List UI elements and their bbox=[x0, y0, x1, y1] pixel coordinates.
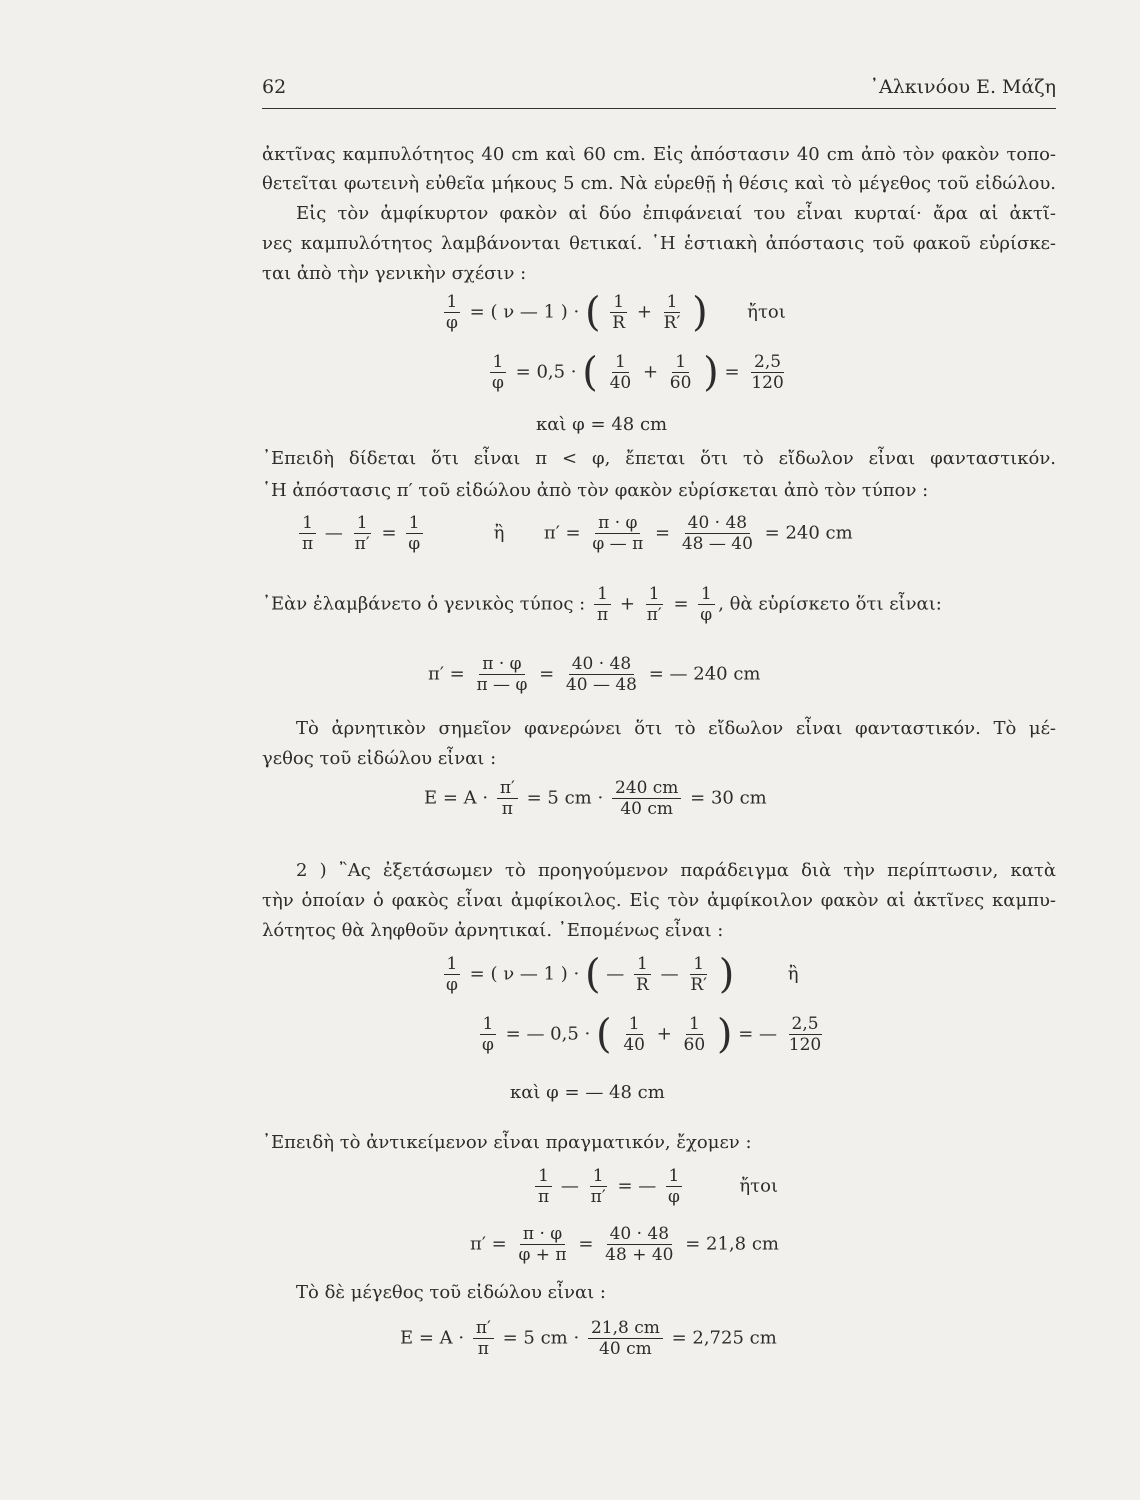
fraction: $\frac{1}{\varphi}$ bbox=[405, 513, 423, 554]
equation-result: καὶ φ = — 48 cm bbox=[510, 1082, 665, 1103]
page-header bbox=[262, 76, 1056, 106]
text-line: ται ἀπὸ τὴν γενικὴν σχέσιν : bbox=[262, 263, 527, 284]
equation-lensmaker-concave: $\frac{1}{\varphi}$ = ( ν — 1 ) · ( — $\frac{1}{R}$ — $\frac{1}{R'}$ ) ἢ bbox=[440, 954, 799, 995]
page-number: 62 bbox=[262, 76, 287, 98]
fraction: $\frac{40 \cdot 48}{48 — 40}$ bbox=[681, 513, 753, 554]
fraction: $\frac{1}{R'}$ bbox=[690, 954, 707, 995]
equation-image-distance: $\frac{1}{\pi}$ — $\frac{1}{\pi'}$ = $\frac{1}{\varphi}$ ἢ π′ = $\frac{\pi \cdot \varphi}{\varphi — \pi}$ = $\frac{40 \cdot 48}{48 — 40}$ = 240 cm bbox=[296, 513, 853, 554]
fraction: $\frac{1}{60}$ bbox=[669, 352, 692, 393]
text-line: τὴν ὁποίαν ὁ φακὸς εἶναι ἀμφίκοιλος. Εἰς τὸν ἀμφίκοιλον φακὸν αἱ ἀκτῖνες καμπυ- bbox=[262, 890, 1056, 911]
fraction: $\frac{1}{\pi'}$ bbox=[646, 584, 662, 625]
fraction: $\frac{1}{R'}$ bbox=[663, 292, 681, 333]
text-line: ῾Η ἀπόστασις π′ τοῦ εἰδώλου ἀπὸ τὸν φακὸν εὑρίσκεται ἀπὸ τὸν τύπον : bbox=[262, 480, 929, 501]
fraction: $\frac{1}{\varphi}$ bbox=[479, 1014, 497, 1055]
fraction: $\frac{1}{\pi}$ bbox=[299, 513, 316, 554]
fraction: $\frac{\pi \cdot \varphi}{\varphi — \pi}$ bbox=[592, 513, 644, 554]
fraction: $\frac{1}{60}$ bbox=[683, 1014, 706, 1055]
fraction: $\frac{1}{\varphi}$ bbox=[697, 584, 715, 625]
text-line-general-formula: ᾽Εὰν ἐλαμβάνετο ὁ γενικὸς τύπος : $\frac{1}{\pi}$ + $\frac{1}{\pi'}$ = $\frac{1}{\varphi}$ , θὰ εὑρίσκετο ὅτι εἶναι: bbox=[262, 584, 942, 625]
equation-focal-calc-concave: $\frac{1}{\varphi}$ = — 0,5 · ( $\frac{1}{40}$ + $\frac{1}{60}$ ) = — $\frac{2,5}{120}$ bbox=[476, 1014, 827, 1055]
fraction: $\frac{240 cm}{40 cm}$ bbox=[612, 778, 682, 819]
fraction: $\frac{1}{40}$ bbox=[623, 1014, 645, 1055]
text-line: 2 ) ῍Ας ἐξετάσωμεν τὸ προηγούμενον παράδειγμα διὰ τὴν περίπτωσιν, κατὰ bbox=[296, 860, 1056, 881]
text-line: νες καμπυλότητος λαμβάνονται θετικαί. ῾Η ἑστιακὴ ἀπόστασις τοῦ φακοῦ εὑρίσκε- bbox=[262, 233, 1056, 254]
equation-image-size-concave: E = A · $\frac{\pi'}{\pi}$ = 5 cm · $\frac{21,8 cm}{40 cm}$ = 2,725 cm bbox=[400, 1318, 777, 1359]
fraction: $\frac{2,5}{120}$ bbox=[788, 1014, 822, 1055]
equation-image-size: E = A · $\frac{\pi'}{\pi}$ = 5 cm · $\frac{240 cm}{40 cm}$ = 30 cm bbox=[424, 778, 767, 819]
text-line: ᾽Επειδὴ δίδεται ὅτι εἶναι π < φ, ἔπεται ὅτι τὸ εἴδωλον εἶναι φανταστικόν. bbox=[262, 448, 1056, 469]
fraction: $\frac{21,8 cm}{40 cm}$ bbox=[588, 1318, 663, 1359]
fraction: $\frac{40 \cdot 48}{40 — 48}$ bbox=[565, 654, 637, 695]
fraction: $\frac{1}{R}$ bbox=[609, 292, 628, 333]
equation-image-distance-value: π′ = $\frac{\pi \cdot \varphi}{\varphi + \pi}$ = $\frac{40 \cdot 48}{48 + 40}$ = 21,8 cm bbox=[470, 1224, 779, 1265]
fraction: $\frac{1}{\varphi}$ bbox=[443, 954, 461, 995]
text-line: Τὸ δὲ μέγεθος τοῦ εἰδώλου εἶναι : bbox=[296, 1282, 606, 1303]
running-head: ᾽Αλκινόου Ε. Μάζη bbox=[869, 76, 1056, 98]
fraction: $\frac{1}{\pi}$ bbox=[594, 584, 611, 625]
text-line: Εἰς τὸν ἀμφίκυρτον φακὸν αἱ δύο ἐπιφάνειαί του εἶναι κυρταί· ἄρα αἱ ἀκτῖ- bbox=[296, 203, 1056, 224]
fraction: $\frac{1}{\varphi}$ bbox=[665, 1166, 683, 1207]
fraction: $\frac{40 \cdot 48}{48 + 40}$ bbox=[605, 1224, 674, 1265]
fraction: $\frac{1}{R}$ bbox=[633, 954, 652, 995]
text-line: γεθος τοῦ εἰδώλου εἶναι : bbox=[262, 748, 497, 769]
header-rule bbox=[262, 108, 1056, 109]
fraction: $\frac{1}{\varphi}$ bbox=[489, 352, 507, 393]
equation-image-distance-concave: $\frac{1}{\pi}$ — $\frac{1}{\pi'}$ = — $\frac{1}{\varphi}$ ἤτοι bbox=[532, 1166, 778, 1207]
fraction: $\frac{1}{\pi'}$ bbox=[354, 513, 370, 554]
equation-focal-calc: $\frac{1}{\varphi}$ = 0,5 · ( $\frac{1}{40}$ + $\frac{1}{60}$ ) = $\frac{2,5}{120}$ bbox=[486, 352, 790, 393]
equation-lensmaker: $\frac{1}{\varphi}$ = ( ν — 1 ) · ( $\frac{1}{R}$ + $\frac{1}{R'}$ ) ἤτοι bbox=[440, 292, 786, 333]
text-line: Τὸ ἀρνητικὸν σημεῖον φανερώνει ὅτι τὸ εἴδωλον εἶναι φανταστικόν. Τὸ μέ- bbox=[296, 718, 1056, 739]
fraction: $\frac{1}{\pi}$ bbox=[535, 1166, 552, 1207]
equation-image-distance-negative: π′ = $\frac{\pi \cdot \varphi}{\pi — \varphi}$ = $\frac{40 \cdot 48}{40 — 48}$ = — 240 cm bbox=[428, 654, 761, 695]
fraction: $\frac{1}{\varphi}$ bbox=[443, 292, 461, 333]
fraction: $\frac{2,5}{120}$ bbox=[751, 352, 784, 393]
text-line: λότητος θὰ ληφθοῦν ἀρνητικαί. ᾽Επομένως εἶναι : bbox=[262, 920, 724, 941]
text-line: ἀκτῖνας καμπυλότητος 40 cm καὶ 60 cm. Εἰς ἀπόστασιν 40 cm ἀπὸ τὸν φακὸν τοπο- bbox=[262, 144, 1056, 165]
equation-result: καὶ φ = 48 cm bbox=[536, 414, 668, 435]
fraction: $\frac{\pi'}{\pi}$ bbox=[497, 778, 518, 819]
fraction: $\frac{1}{40}$ bbox=[609, 352, 632, 393]
text-line: θετεῖται φωτεινὴ εὐθεῖα μήκους 5 cm. Νὰ εὑρεθῇ ἡ θέσις καὶ τὸ μέγεθος τοῦ εἰδώλου. bbox=[262, 173, 1056, 194]
fraction: $\frac{1}{\pi'}$ bbox=[590, 1166, 606, 1207]
fraction: $\frac{\pi \cdot \varphi}{\pi — \varphi}$ bbox=[476, 654, 528, 695]
text-line: ᾽Επειδὴ τὸ ἀντικείμενον εἶναι πραγματικόν, ἔχομεν : bbox=[262, 1132, 752, 1153]
fraction: $\frac{\pi'}{\pi}$ bbox=[473, 1318, 494, 1359]
fraction: $\frac{\pi \cdot \varphi}{\varphi + \pi}$ bbox=[518, 1224, 567, 1265]
